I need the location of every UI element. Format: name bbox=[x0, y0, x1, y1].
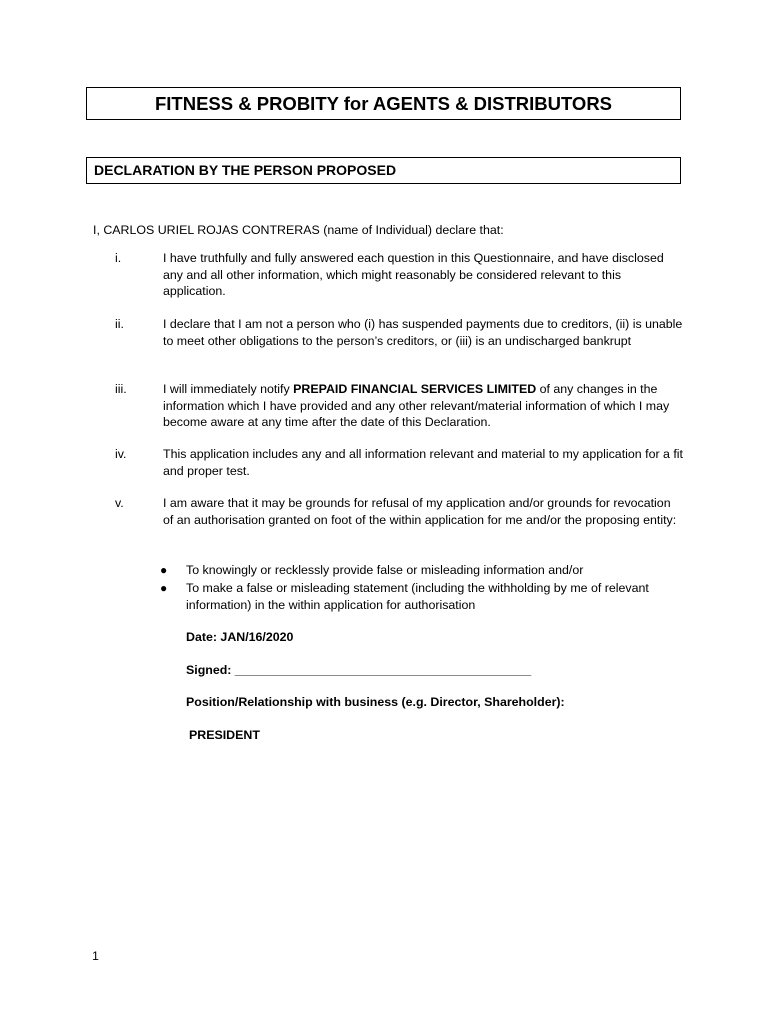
item-text: I am aware that it may be grounds for refusal of my application and/or grounds for revocation of an authorisation granted on foot of the within application for me and/or the proposing entity: bbox=[163, 496, 677, 527]
bullet-icon: ● bbox=[160, 563, 168, 577]
intro-statement: I, CARLOS URIEL ROJAS CONTRERAS (name of Individual) declare that: bbox=[93, 223, 504, 237]
item-number: iii. bbox=[115, 382, 127, 396]
item-text: I declare that I am not a person who (i) has suspended payments due to creditors, (ii) is unable to meet other obligations to the person’s creditors, or (iii) is an undischarged bankrupt bbox=[163, 317, 683, 348]
item-number: i. bbox=[115, 251, 122, 265]
position-value: PRESIDENT bbox=[189, 728, 260, 742]
item-text: This application includes any and all information relevant and material to my application for a fit and proper test. bbox=[163, 447, 683, 478]
page-number: 1 bbox=[92, 949, 99, 963]
item-text: I have truthfully and fully answered each question in this Questionnaire, and have disclosed any and all other information, which might reasonably be considered relevant to this application. bbox=[163, 251, 664, 298]
bullet-item: To make a false or misleading statement (including the withholding by me of relevant information) in the within application for authorisation bbox=[186, 581, 649, 612]
signature-line: Signed: ___________________________________________ bbox=[186, 663, 532, 677]
item-text: I will immediately notify PREPAID FINANCIAL SERVICES LIMITED of any changes in the information which I have provided and any other relevant/material information of which I may become aware at any time after the date of this Declaration. bbox=[163, 382, 670, 429]
item-number: ii. bbox=[115, 317, 124, 331]
item-number: iv. bbox=[115, 447, 127, 461]
position-label: Position/Relationship with business (e.g. Director, Shareholder): bbox=[186, 695, 565, 709]
company-name: PREPAID FINANCIAL SERVICES LIMITED bbox=[293, 382, 537, 396]
item-number: v. bbox=[115, 496, 124, 510]
section-heading: DECLARATION BY THE PERSON PROPOSED bbox=[86, 157, 681, 184]
bullet-item: To knowingly or recklessly provide false or misleading information and/or bbox=[186, 563, 584, 577]
date-line: Date: JAN/16/2020 bbox=[186, 630, 294, 644]
bullet-icon: ● bbox=[160, 581, 168, 595]
document-title: FITNESS & PROBITY for AGENTS & DISTRIBUTORS bbox=[86, 87, 681, 120]
